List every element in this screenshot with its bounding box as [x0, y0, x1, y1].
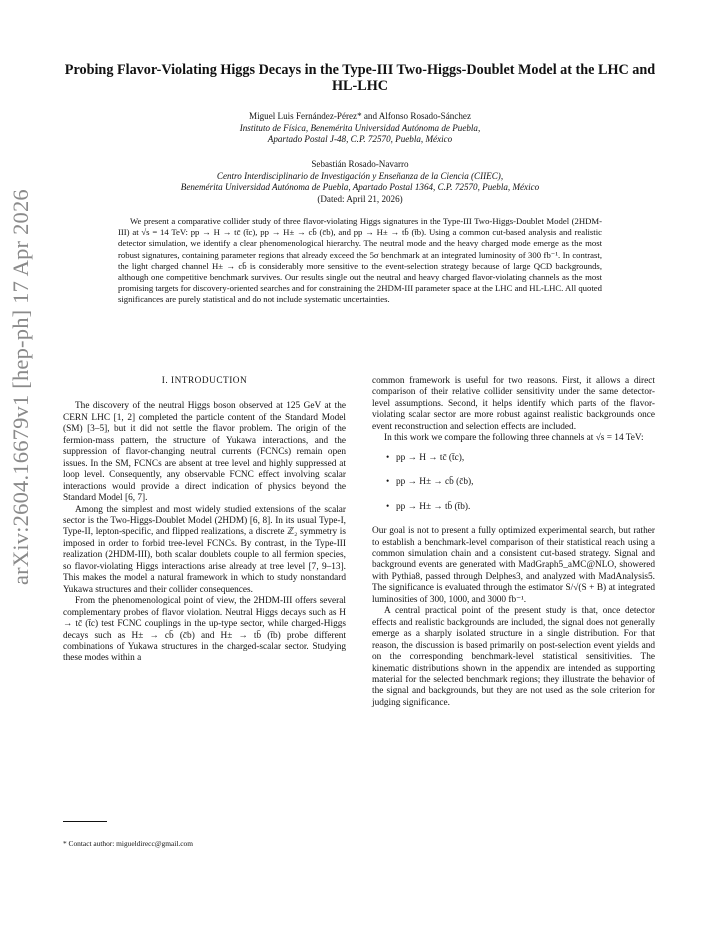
authors-line-2: Sebastián Rosado-Navarro	[311, 159, 409, 169]
authors-line-1: Miguel Luis Fernández-Pérez* and Alfonso Rosado-Sánchez	[249, 111, 471, 121]
intro-paragraph-5: In this work we compare the following three channels at √s = 14 TeV:	[384, 433, 644, 444]
footnote: * Contact author: migueldirecc@gmail.com	[63, 839, 193, 848]
paper-title: Probing Flavor-Violating Higgs Decays in the Type-III Two-Higgs-Doublet Model at the LHC and HL-LHC	[64, 62, 656, 94]
abstract	[118, 216, 602, 306]
channel-item: • pp → H± → tb̄ (t̄b).	[386, 502, 655, 513]
intro-paragraph-3: From the phenomenological point of view, the 2HDM-III offers several complementary probes of flavor violation. Neutral Higgs decays such as H → tc̄ (t̄c) test FCNC couplings in the up-type sector, while charged-Higgs decays such as H± → cb̄ (c̄b) and H± → tb̄ (t̄b) probe different combinations of Yukawa structures in the charged-scalar sector. Studying these modes within a	[63, 596, 346, 664]
intro-paragraph-6: Our goal is not to present a fully optimized experimental search, but rather to establish a benchmark-level comparison of their statistical reach using a common simulation chain and a consistent cut-based strategy. Signal and background events are generated with MadGraph5_aMC@NLO, showered with Pythia8, passed through Delphes3, and analyzed with MadAnalysis5. The significance is evaluated through the estimator S/√(S + B) at integrated luminosities of 300, 1000, and 3000 fb⁻¹.	[372, 526, 655, 605]
channel-list	[386, 453, 655, 513]
section-heading: I. INTRODUCTION	[161, 376, 248, 386]
affiliation-2a: Centro Interdisciplinario de Investigación y Enseñanza de la Ciencia (CIIEC),	[216, 170, 504, 181]
right-column	[372, 376, 655, 709]
footnote-rule	[63, 821, 107, 822]
dated-line: (Dated: April 21, 2026)	[317, 193, 403, 204]
channel-item: • pp → H± → cb̄ (c̄b),	[386, 477, 655, 488]
channel-item: • pp → H → tc̄ (t̄c),	[386, 453, 655, 464]
intro-paragraph-7: A central practical point of the present study is that, once detector effects and realistic backgrounds are included, the signal does not generally emerge as a sharply isolated structure in a single distribution. For that reason, the discussion is based primarily on post-selection event yields and on the corresponding benchmark-level statistical sensitivities. The kinematic distributions shown in the appendix are intended as supporting material for the selected benchmark regions; they illustrate the behavior of the signal and backgrounds, but they are not used as the sole criterion for judging significance.	[372, 606, 655, 708]
affiliation-2b: Benemérita Universidad Autónoma de Puebla, Apartado Postal 1364, C.P. 72570, Puebla, México	[180, 182, 540, 192]
intro-paragraph-1: The discovery of the neutral Higgs boson observed at 125 GeV at the CERN LHC [1, 2] completed the particle content of the Standard Model (SM) [3–5], but it did not settle the flavor problem. The origin of the fermion-mass pattern, the structure of Yukawa interactions, and the suppression of flavor-changing neutral currents (FCNCs) remain open issues. In the SM, FCNCs are absent at tree level and highly suppressed at loop level. Consequently, any observable FCNC effect involving scalar interactions would provide a direct indication of physics beyond the Standard Model [6, 7].	[63, 401, 346, 504]
intro-paragraph-4: common framework is useful for two reasons. First, it allows a direct comparison of their relative collider sensitivity under the same detector-level assumptions. Second, it helps identify which parts of the flavor-violating scalar sector are more robust against realistic backgrounds once event reconstruction and selection effects are included.	[372, 376, 655, 432]
affiliation-1a: Instituto de Física, Benemérita Universidad Autónoma de Puebla,	[239, 122, 481, 133]
abstract-text: We present a comparative collider study of three flavor-violating Higgs signatures in the Type-III Two-Higgs-Doublet Model (2HDM-III) at √s = 14 TeV: pp → H → tc̄ (t̄c), pp → H± → cb̄ (c̄b), and pp → H± → tb̄ (t̄b). Using a common cut-based analysis and realistic detector simulation, we identify a clear phenomenological hierarchy. The neutral mode and the heavy charged mode emerge as the most robust signatures, containing parameter regions that already exceed the 5σ benchmark at an integrated luminosity of 300 fb⁻¹. In contrast, the light charged channel H± → cb̄ is considerably more sensitive to the event-selection strategy because of large QCD backgrounds, although one competitive benchmark survives. Our results single out the neutral and heavy charged flavor-violating channels as the most promising targets for discovery-oriented searches and for constraining the 2HDM-III parameter space at the LHC and HL-LHC. All quoted significances are purely statistical and do not include systematic uncertainties.	[118, 216, 602, 305]
intro-paragraph-2: Among the simplest and most widely studied extensions of the scalar sector is the Two-Higgs-Doublet Model (2HDM) [6, 8]. In its usual Type-I, Type-II, lepton-specific, and flipped realizations, a discrete ℤ₂ symmetry is imposed in order to forbid tree-level FCNCs. By contrast, in the Type-III realization (2HDM-III), both scalar doublets couple to all fermion species, so flavor-violating Higgs interactions arise already at tree level [7, 9–13]. This makes the model a natural framework in which to study nonstandard Yukawa structures and their collider consequences.	[63, 504, 346, 595]
left-column	[63, 376, 346, 665]
affiliation-1b: Apartado Postal J-48, C.P. 72570, Puebla, México	[267, 134, 453, 144]
